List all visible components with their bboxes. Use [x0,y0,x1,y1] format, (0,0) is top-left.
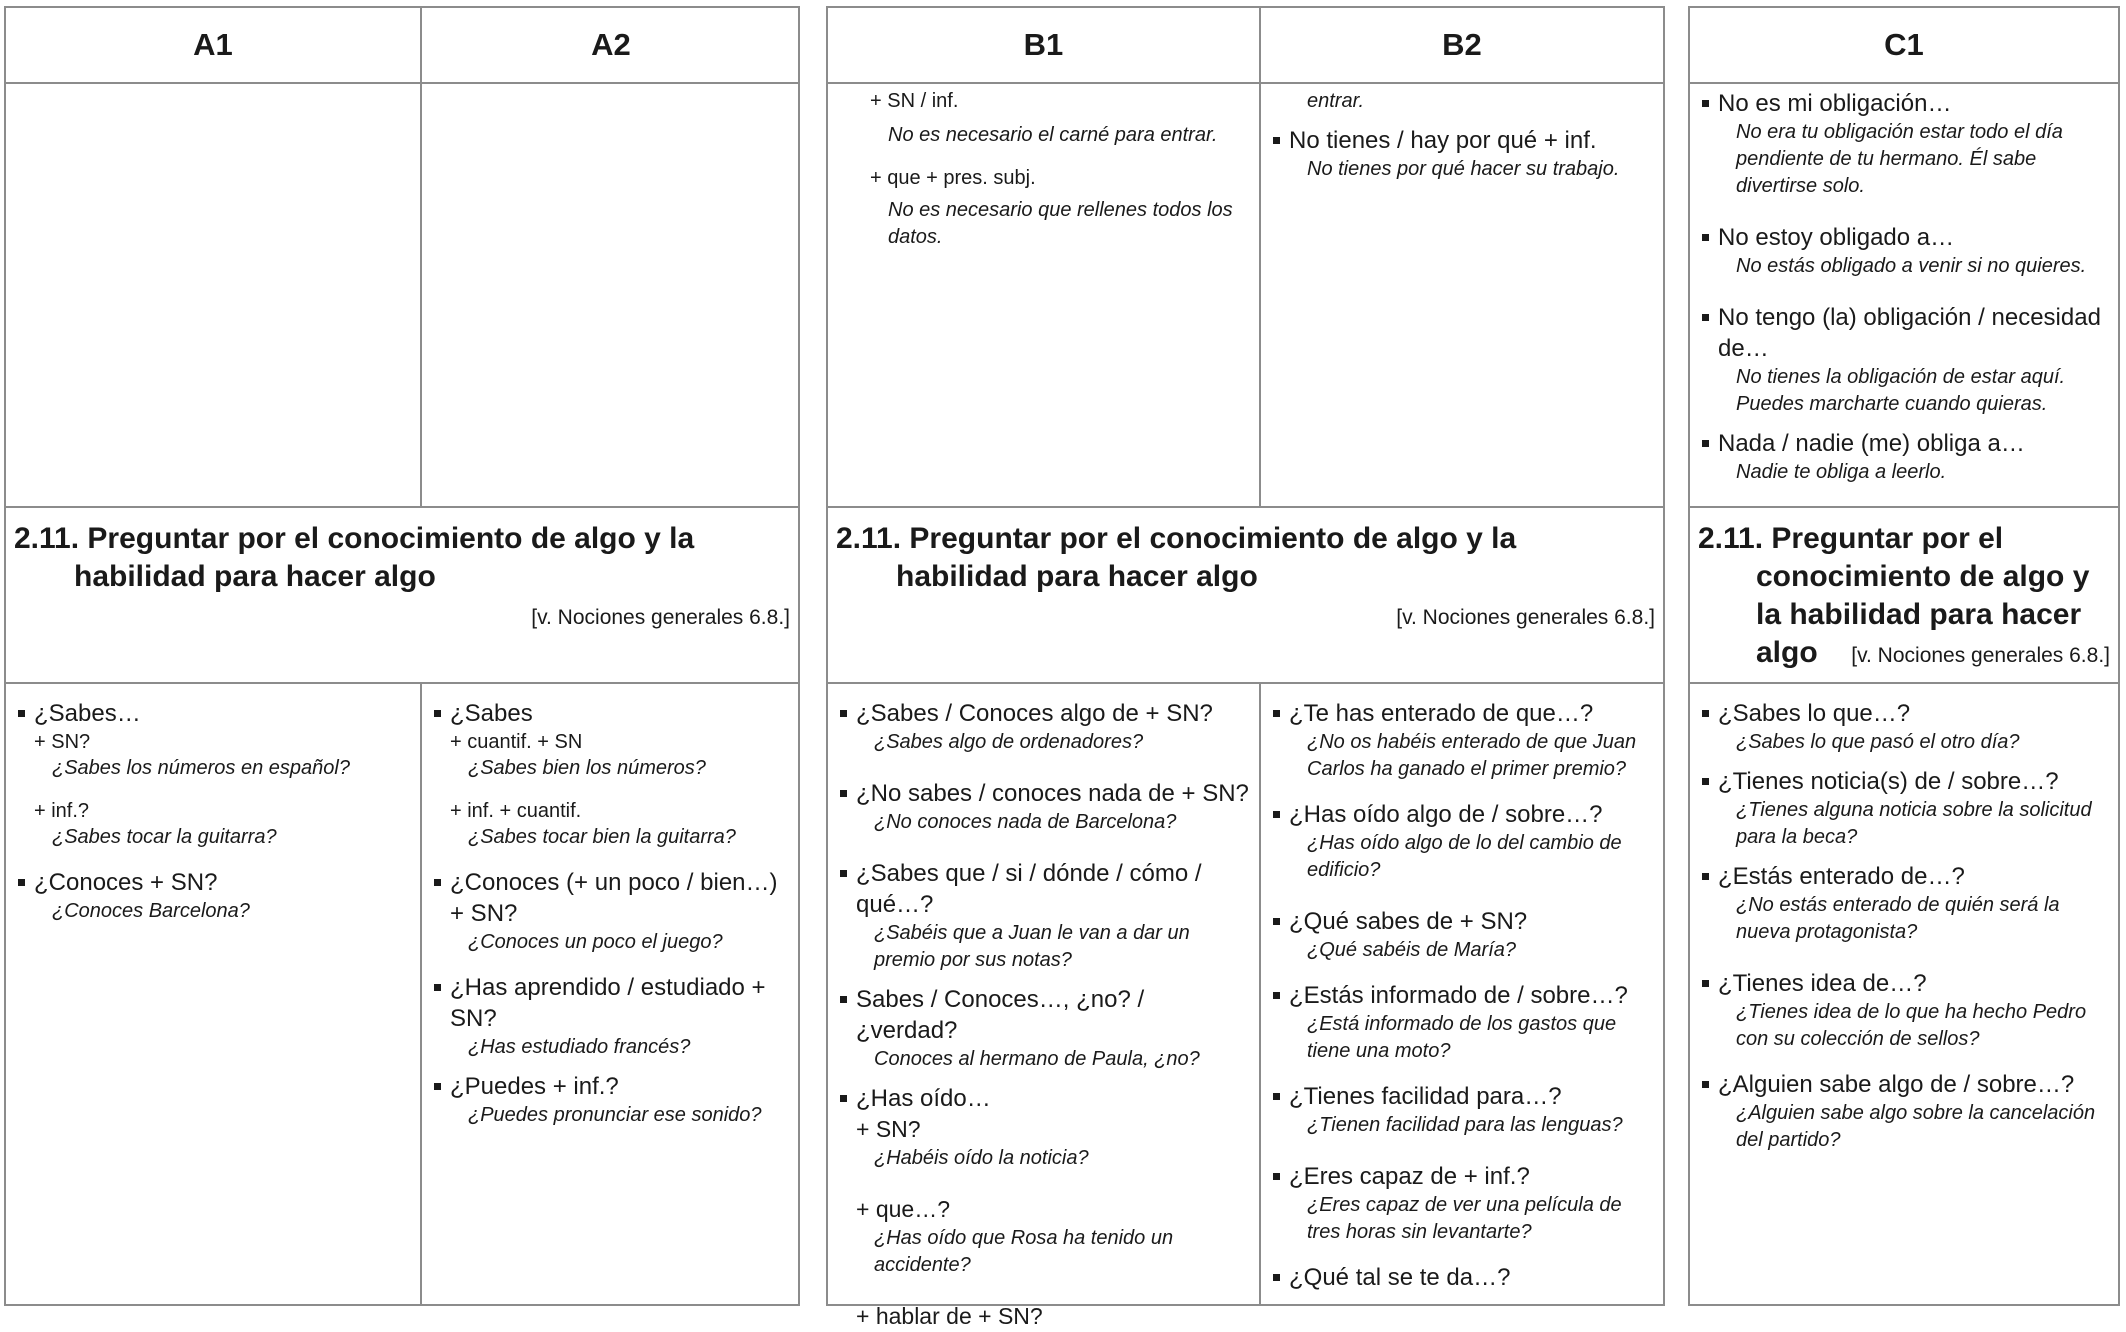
example: ¿Sabes lo que pasó el otro día? [1736,731,2020,753]
example: ¿Conoces Barcelona? [52,900,250,922]
sub-item: + SN? [856,1116,921,1142]
section-title-text: Preguntar por el conocimiento de algo y la habilidad para hacer algo [1756,522,2090,669]
column-header-b1: B1 [1023,27,1064,62]
section-reference-b: [v. Nociones generales 6.8.] [1396,606,1655,629]
section-reference-a: [v. Nociones generales 6.8.] [531,606,790,629]
example: ¿Puedes pronunciar ese sonido? [468,1104,762,1126]
list-item: ¿Qué tal se te da…? [1273,1262,1653,1293]
list-item: ¿Estás informado de / sobre…? [1273,980,1653,1011]
example: ¿No os habéis enterado de que Juan Carlos ha ganado el primer premio? [1307,731,1637,780]
sub-item: + inf. + cuantif. [450,800,582,822]
example: ¿Está informado de los gastos que tiene una moto? [1307,1013,1617,1062]
cell-b1-bottom [828,698,1259,1332]
cell-a1-bottom [6,698,420,925]
list-item: ¿Has oído algo de / sobre…? [1273,799,1653,830]
example: ¿Alguien sabe algo sobre la cancelación del partido? [1736,1102,2096,1151]
section-number: 2.11. [14,522,80,555]
list-item: ¿Has aprendido / estudiado + SN? [434,972,790,1034]
section-title-text: Preguntar por el conocimiento de algo y la habilidad para hacer algo [74,522,695,593]
column-header-a2: A2 [591,27,631,62]
example: ¿Sabes bien los números? [468,757,706,779]
sub-item: + que + pres. subj. [870,167,1036,189]
cell-c1-top [1690,88,2118,486]
sub-item: + cuantif. + SN [450,731,583,753]
example: ¿Conoces un poco el juego? [468,931,723,953]
example: No tienes por qué hacer su trabajo. [1307,158,1620,180]
list-item: No tengo (la) obligación / necesidad de… [1702,302,2108,364]
list-item: ¿Sabes que / si / dónde / cómo / qué…? [840,858,1249,920]
list-item: ¿Qué sabes de + SN? [1273,906,1653,937]
example: ¿Tienes alguna noticia sobre la solicitud para la beca? [1736,799,2092,848]
cell-b2-top [1261,88,1663,183]
list-item: ¿No sabes / conoces nada de + SN? [840,778,1249,809]
list-item: ¿Sabes… [18,698,410,729]
list-item: ¿Eres capaz de + inf.? [1273,1161,1653,1192]
example: ¿Eres capaz de ver una película de tres horas sin levantarte? [1307,1194,1622,1243]
list-item: ¿Tienes idea de…? [1702,968,2108,999]
section-title-a [14,520,790,596]
example: ¿Tienes idea de lo que ha hecho Pedro con su colección de sellos? [1736,1001,2087,1050]
cell-a2-bottom [422,698,800,1129]
example: entrar. [1307,90,1365,112]
section-number: 2.11. [1698,522,1764,555]
list-item: ¿Alguien sabe algo de / sobre…? [1702,1069,2108,1100]
cell-c1-bottom [1690,698,2118,1154]
example: ¿Has estudiado francés? [468,1036,691,1058]
sub-item: + inf.? [34,800,90,822]
example: ¿Habéis oído la noticia? [874,1147,1089,1169]
cell-b1-top [842,88,1259,251]
example: ¿No estás enterado de quién será la nueva protagonista? [1736,894,2060,943]
list-item: ¿Puedes + inf.? [434,1071,790,1102]
example: ¿Sabes tocar bien la guitarra? [468,826,736,848]
section-reference-c: [v. Nociones generales 6.8.] [1851,644,2110,667]
list-item: ¿Sabes lo que…? [1702,698,2108,729]
table-c [1688,6,2120,1306]
list-item: ¿Estás enterado de…? [1702,861,2108,892]
example: ¿Sabes tocar la guitarra? [52,826,277,848]
sub-item: + hablar de + SN? [856,1303,1043,1329]
column-header-c1: C1 [1884,27,1924,62]
column-header-b2: B2 [1442,27,1482,62]
example: Conoces al hermano de Paula, ¿no? [874,1048,1200,1070]
list-item: ¿Conoces (+ un poco / bien…) + SN? [434,867,790,929]
example: No es necesario el carné para entrar. [888,124,1218,146]
list-item: ¿Sabes [434,698,790,729]
example: ¿Sabes algo de ordenadores? [874,731,1144,753]
example: ¿Sabéis que a Juan le van a dar un premio por sus notas? [874,922,1190,971]
table-a [4,6,800,1306]
example: ¿Has oído que Rosa ha tenido un accidente? [874,1227,1174,1276]
example: No estás obligado a venir si no quieres. [1736,255,2087,277]
section-title-text: Preguntar por el conocimiento de algo y la habilidad para hacer algo [896,522,1517,593]
cell-b2-bottom [1261,698,1663,1293]
list-item: Sabes / Conoces…, ¿no? / ¿verdad? [840,984,1249,1046]
table-b [826,6,1665,1329]
example: ¿No conoces nada de Barcelona? [874,811,1177,833]
list-item: ¿Sabes / Conoces algo de + SN? [840,698,1249,729]
list-item: ¿Tienes facilidad para…? [1273,1081,1653,1112]
example: ¿Sabes los números en español? [52,757,350,779]
example: No era tu obligación estar todo el día pendiente de tu hermano. Él sabe divertirse solo. [1736,121,2063,197]
list-item: No tienes / hay por qué + inf. [1273,125,1653,156]
list-item: ¿Tienes noticia(s) de / sobre…? [1702,766,2108,797]
example: No tienes la obligación de estar aquí. Puedes marcharte cuando quieras. [1736,366,2066,415]
list-item: Nada / nadie (me) obliga a… [1702,428,2108,459]
sub-item: + SN / inf. [870,90,959,112]
column-header-a1: A1 [193,27,233,62]
example: ¿Has oído algo de lo del cambio de edificio? [1307,832,1622,881]
example: Nadie te obliga a leerlo. [1736,461,1947,483]
example: ¿Tienen facilidad para las lenguas? [1307,1114,1623,1136]
list-item: No es mi obligación… [1702,88,2108,119]
section-title-b [836,520,1655,596]
list-item: ¿Te has enterado de que…? [1273,698,1653,729]
sub-item: + SN? [34,731,91,753]
list-item: ¿Has oído… [840,1083,1249,1114]
list-item: ¿Conoces + SN? [18,867,410,898]
example: No es necesario que rellenes todos los datos. [888,199,1233,248]
sub-item: + que…? [856,1196,950,1222]
list-item: No estoy obligado a… [1702,222,2108,253]
example: ¿Qué sabéis de María? [1307,939,1516,961]
section-number: 2.11. [836,522,902,555]
